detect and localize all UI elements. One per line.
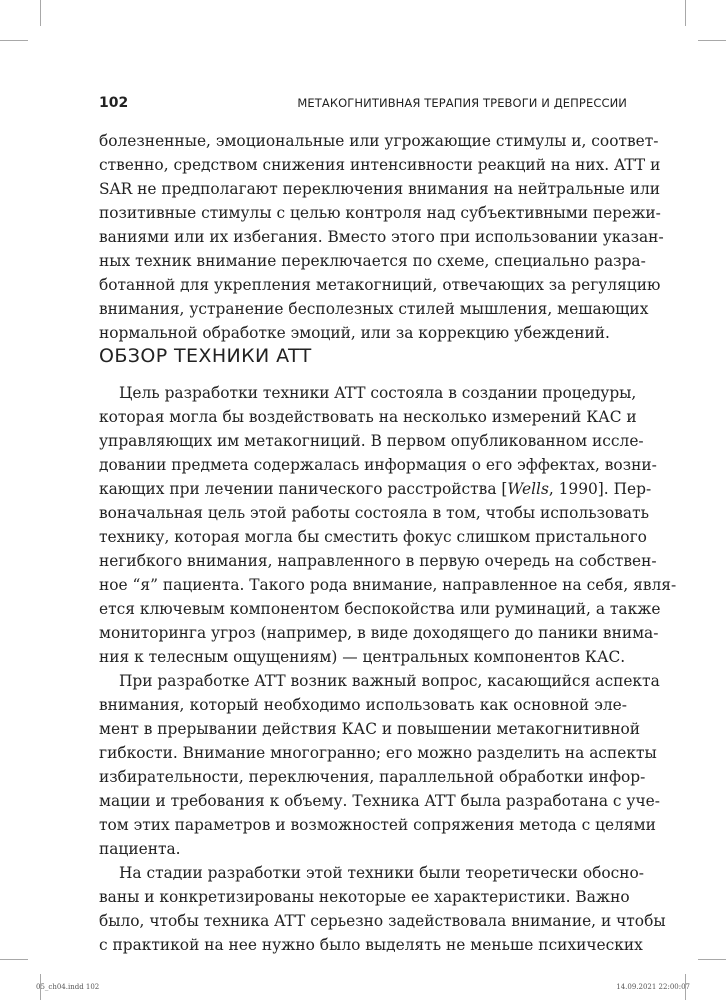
text-line: нормальной обработке эмоций, или за коррекцию убеждений.: [99, 324, 610, 342]
text-line: технику, которая могла бы сместить фокус слишком пристального: [99, 528, 647, 546]
text-line: внимания, который необходимо использовать как основной эле-: [99, 696, 627, 714]
text-line: ных техник внимание переключается по схеме, специально разра-: [99, 252, 646, 270]
file-slug: 05_ch04.indd 102: [36, 983, 100, 991]
text-line: ния к телесным ощущениям) — центральных компонентов КАС.: [99, 648, 626, 666]
crop-mark-left-bottom: [0, 959, 28, 960]
text-line: негибкого внимания, направленного в первую очередь на собствен-: [99, 552, 657, 570]
crop-mark-right-top: [698, 40, 726, 41]
paragraph-2: [99, 381, 677, 669]
text-line: гибкости. Внимание многогранно; его можно разделить на аспекты: [99, 744, 657, 762]
text-line: воначальная цель этой работы состояла в том, чтобы использовать: [99, 504, 649, 522]
text-line: управляющих им метакогниций. В первом опубликованном иссле-: [99, 432, 644, 450]
text-line: ботанной для укрепления метакогниций, отвечающих за регуляцию: [99, 276, 661, 294]
text-line: SAR не предполагают переключения внимания на нейтральные или: [99, 180, 661, 198]
text-line: При разработке ATT возник важный вопрос, касающийся аспекта: [119, 672, 660, 690]
paragraph-4: [99, 861, 666, 957]
text-line: позитивные стимулы с целью контроля над субъективными пережи-: [99, 204, 661, 222]
text-line: кающих при лечении панического расстройства [Wells, 1990]. Пер-: [99, 480, 652, 498]
text-line: мации и требования к объему. Техника ATT была разработана с уче-: [99, 792, 660, 810]
text-line: Цель разработки техники ATT состояла в создании процедуры,: [119, 384, 637, 402]
running-title: МЕТАКОГНИТИВНАЯ ТЕРАПИЯ ТРЕВОГИ И ДЕПРЕССИИ: [297, 96, 627, 110]
crop-mark-left-top: [0, 40, 28, 41]
text-line: довании предмета содержалась информация о его эффектах, возни-: [99, 456, 657, 474]
text-line: ственно, средством снижения интенсивности реакций на них. ATT и: [99, 156, 661, 174]
paragraph-intro: [99, 129, 664, 345]
text-line: болезненные, эмоциональные или угрожающие стимулы и, соответ-: [99, 132, 659, 150]
print-timestamp: 14.09.2021 22:00:07: [616, 983, 690, 991]
text-line: ваниями или их избегания. Вместо этого при использовании указан-: [99, 228, 664, 246]
text-line: ное “я” пациента. Такого рода внимание, направленное на себя, явля-: [99, 576, 677, 594]
text-line: том этих параметров и возможностей сопряжения метода с целями: [99, 816, 656, 834]
text-line: с практикой на нее нужно было выделять не меньше психических: [99, 936, 643, 954]
text-line: внимания, устранение бесполезных стилей мышления, мешающих: [99, 300, 649, 318]
text-line: пациента.: [99, 840, 181, 858]
text-line: ется ключевым компонентом беспокойства или руминаций, а также: [99, 600, 661, 618]
text-line: мониторинга угроз (например, в виде доходящего до паники внима-: [99, 624, 659, 642]
text-line: На стадии разработки этой техники были теоретически обосно-: [119, 864, 644, 882]
text-line: ваны и конкретизированы некоторые ее характеристики. Важно: [99, 888, 630, 906]
text-line: было, чтобы техника ATT серьезно задействовала внимание, и чтобы: [99, 912, 666, 930]
text-line: избирательности, переключения, параллельной обработки инфор-: [99, 768, 646, 786]
crop-mark-top-right: [685, 0, 686, 26]
paragraph-3: [99, 669, 660, 861]
text-line: мент в прерывании действия КАС и повышении метакогнитивной: [99, 720, 640, 738]
page-number: 102: [99, 95, 129, 111]
text-line: которая могла бы воздействовать на несколько измерений КАС и: [99, 408, 637, 426]
section-heading: ОБЗОР ТЕХНИКИ ATT: [99, 345, 312, 367]
crop-mark-right-bottom: [698, 959, 726, 960]
crop-mark-top-left: [40, 0, 41, 26]
